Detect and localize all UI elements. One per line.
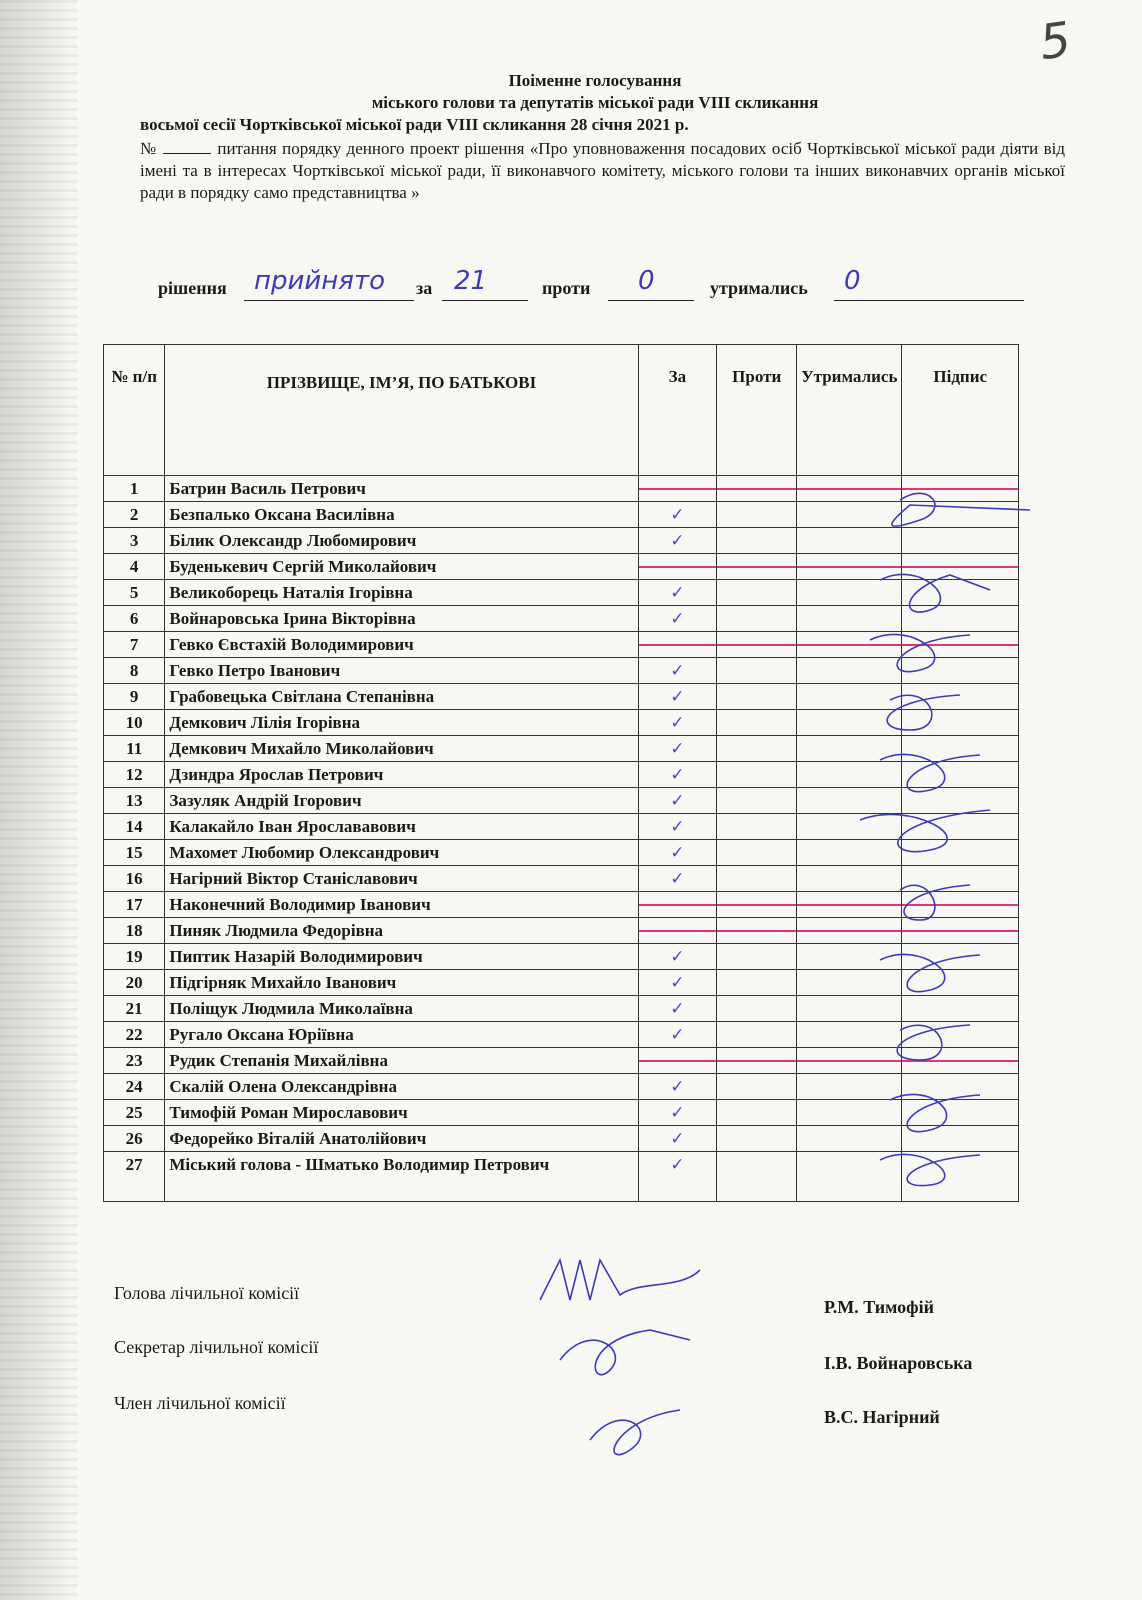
row-name: Зазуляк Андрій Ігорович [165, 788, 638, 814]
header-against: Проти [717, 345, 797, 476]
row-against-mark [717, 1100, 797, 1126]
row-name: Білик Олександр Любомирович [165, 528, 638, 554]
row-for-mark [638, 1048, 717, 1074]
row-name: Демкович Лілія Ігорівна [165, 710, 638, 736]
header-for: За [638, 345, 717, 476]
question-prefix: № [140, 139, 158, 158]
header-name: ПРІЗВИЩЕ, ІМ’Я, ПО БАТЬКОВІ [165, 345, 638, 476]
row-number: 5 [104, 580, 165, 606]
row-number: 1 [104, 476, 165, 502]
decision-line [158, 266, 1058, 306]
row-for-mark: ✓ [638, 580, 717, 606]
abstain-underline [834, 300, 1024, 301]
abstain-label: утримались [710, 278, 808, 298]
commission-name-3: В.С. Нагірний [824, 1407, 940, 1427]
row-against-mark [717, 632, 797, 658]
row-name: Нагірний Віктор Станіславович [165, 866, 638, 892]
row-name: Батрин Василь Петрович [165, 476, 638, 502]
row-against-mark [717, 606, 797, 632]
row-name: Гевко Петро Іванович [165, 658, 638, 684]
row-number: 19 [104, 944, 165, 970]
row-for-mark: ✓ [638, 996, 717, 1022]
row-against-mark [717, 1152, 797, 1202]
row-against-mark [717, 528, 797, 554]
commission-role-2: Секретар лічильної комісії [114, 1337, 319, 1357]
row-against-mark [717, 1126, 797, 1152]
table-header-row [104, 345, 1019, 476]
commission-name-2: І.В. Войнаровська [824, 1353, 973, 1373]
row-number: 22 [104, 1022, 165, 1048]
row-number: 15 [104, 840, 165, 866]
row-name: Тимофій Роман Мирославович [165, 1100, 638, 1126]
row-against-mark [717, 658, 797, 684]
row-against-mark [717, 840, 797, 866]
row-for-mark: ✓ [638, 788, 717, 814]
for-underline [442, 300, 528, 301]
row-for-mark: ✓ [638, 1074, 717, 1100]
scan-edge-shadow [0, 0, 78, 1600]
row-against-mark [717, 970, 797, 996]
row-number: 27 [104, 1152, 165, 1202]
row-against-mark [717, 476, 797, 502]
row-number: 8 [104, 658, 165, 684]
row-name: Пиптик Назарій Володимирович [165, 944, 638, 970]
row-for-mark: ✓ [638, 528, 717, 554]
row-name: Рудик Степанія Михайлівна [165, 1048, 638, 1074]
for-label: за [416, 278, 433, 298]
row-name: Ругало Оксана Юріївна [165, 1022, 638, 1048]
agenda-question [140, 138, 1065, 204]
row-name: Войнаровська Ірина Вікторівна [165, 606, 638, 632]
row-for-mark [638, 476, 717, 502]
row-for-mark: ✓ [638, 658, 717, 684]
row-number: 13 [104, 788, 165, 814]
row-for-mark: ✓ [638, 1152, 717, 1202]
row-number: 18 [104, 918, 165, 944]
row-number: 6 [104, 606, 165, 632]
decision-value: прийнято [254, 266, 385, 296]
row-for-mark: ✓ [638, 1022, 717, 1048]
header-signature: Підпис [902, 345, 1019, 476]
row-name: Гевко Євстахій Володимирович [165, 632, 638, 658]
decision-underline [244, 300, 414, 301]
row-name: Буденькевич Сергій Миколайович [165, 554, 638, 580]
row-number: 16 [104, 866, 165, 892]
commission-signatures [520, 1240, 740, 1470]
row-for-mark: ✓ [638, 970, 717, 996]
row-for-mark: ✓ [638, 840, 717, 866]
row-against-mark [717, 814, 797, 840]
row-against-mark [717, 710, 797, 736]
row-number: 20 [104, 970, 165, 996]
row-for-mark: ✓ [638, 684, 717, 710]
row-for-mark: ✓ [638, 1126, 717, 1152]
commission-name-1: Р.М. Тимофій [824, 1297, 935, 1317]
row-name: Наконечний Володимир Іванович [165, 892, 638, 918]
against-underline [608, 300, 694, 301]
row-number: 12 [104, 762, 165, 788]
row-for-mark [638, 918, 717, 944]
row-number: 10 [104, 710, 165, 736]
row-against-mark [717, 918, 797, 944]
row-number: 2 [104, 502, 165, 528]
question-text: питання порядку денного проект рішення «Про уповноваження посадових осіб Чортківської міської ради діяти від імені та в інтересах Чортківської міської ради, її виконавчого комітету, міського голови та інших виконавчих органів міської ради в порядку само представництва » [140, 139, 1065, 202]
row-number: 23 [104, 1048, 165, 1074]
row-number: 25 [104, 1100, 165, 1126]
row-name: Великоборець Наталія Ігорівна [165, 580, 638, 606]
row-against-mark [717, 866, 797, 892]
commission-role-1: Голова лічильної комісії [114, 1283, 300, 1303]
header-num: № п/п [104, 345, 165, 476]
row-for-mark: ✓ [638, 866, 717, 892]
row-number: 26 [104, 1126, 165, 1152]
row-number: 24 [104, 1074, 165, 1100]
row-number: 3 [104, 528, 165, 554]
row-against-mark [717, 502, 797, 528]
row-against-mark [717, 1022, 797, 1048]
row-against-mark [717, 1074, 797, 1100]
row-name: Підгірняк Михайло Іванович [165, 970, 638, 996]
row-name: Демкович Михайло Миколайович [165, 736, 638, 762]
row-name: Грабовецька Світлана Степанівна [165, 684, 638, 710]
row-against-mark [717, 684, 797, 710]
abstain-value: 0 [844, 266, 861, 296]
row-against-mark [717, 996, 797, 1022]
row-for-mark [638, 554, 717, 580]
row-for-mark: ✓ [638, 606, 717, 632]
row-against-mark [717, 554, 797, 580]
row-against-mark [717, 736, 797, 762]
session-line: восьмої сесії Чортківської міської ради VІІІ скликання 28 січня 2021 р. [140, 115, 689, 134]
row-number: 14 [104, 814, 165, 840]
row-for-mark: ✓ [638, 736, 717, 762]
row-number: 11 [104, 736, 165, 762]
signatures-scribble [840, 470, 1040, 1190]
row-against-mark [717, 944, 797, 970]
page-number: 5 [1036, 11, 1075, 72]
row-against-mark [717, 788, 797, 814]
row-name: Федорейко Віталій Анатолійович [165, 1126, 638, 1152]
row-against-mark [717, 762, 797, 788]
doc-title: Поіменне голосування [508, 71, 682, 90]
commission-role-3: Член лічильної комісії [114, 1393, 286, 1413]
decision-label: рішення [158, 278, 227, 298]
row-name: Скалій Олена Олександрівна [165, 1074, 638, 1100]
row-number: 7 [104, 632, 165, 658]
row-name: Міський голова - Шматько Володимир Петрович [165, 1152, 638, 1202]
row-name: Дзиндра Ярослав Петрович [165, 762, 638, 788]
row-name: Махомет Любомир Олександрович [165, 840, 638, 866]
against-value: 0 [638, 266, 655, 296]
row-name: Поліщук Людмила Миколаївна [165, 996, 638, 1022]
row-against-mark [717, 892, 797, 918]
against-label: проти [542, 278, 591, 298]
for-value: 21 [454, 266, 488, 296]
row-for-mark: ✓ [638, 762, 717, 788]
row-name: Пиняк Людмила Федорівна [165, 918, 638, 944]
row-for-mark [638, 632, 717, 658]
question-number-blank [163, 139, 211, 154]
row-number: 4 [104, 554, 165, 580]
row-name: Калакайло Іван Ярослававович [165, 814, 638, 840]
row-against-mark [717, 580, 797, 606]
doc-subtitle: міського голови та депутатів міської ради VІІІ скликання [371, 93, 819, 112]
row-for-mark: ✓ [638, 814, 717, 840]
row-for-mark: ✓ [638, 944, 717, 970]
row-for-mark: ✓ [638, 710, 717, 736]
row-against-mark [717, 1048, 797, 1074]
row-number: 17 [104, 892, 165, 918]
row-for-mark: ✓ [638, 1100, 717, 1126]
row-for-mark [638, 892, 717, 918]
row-number: 21 [104, 996, 165, 1022]
row-number: 9 [104, 684, 165, 710]
row-name: Безпалько Оксана Василівна [165, 502, 638, 528]
row-for-mark: ✓ [638, 502, 717, 528]
header-abstain: Утримались [797, 345, 902, 476]
